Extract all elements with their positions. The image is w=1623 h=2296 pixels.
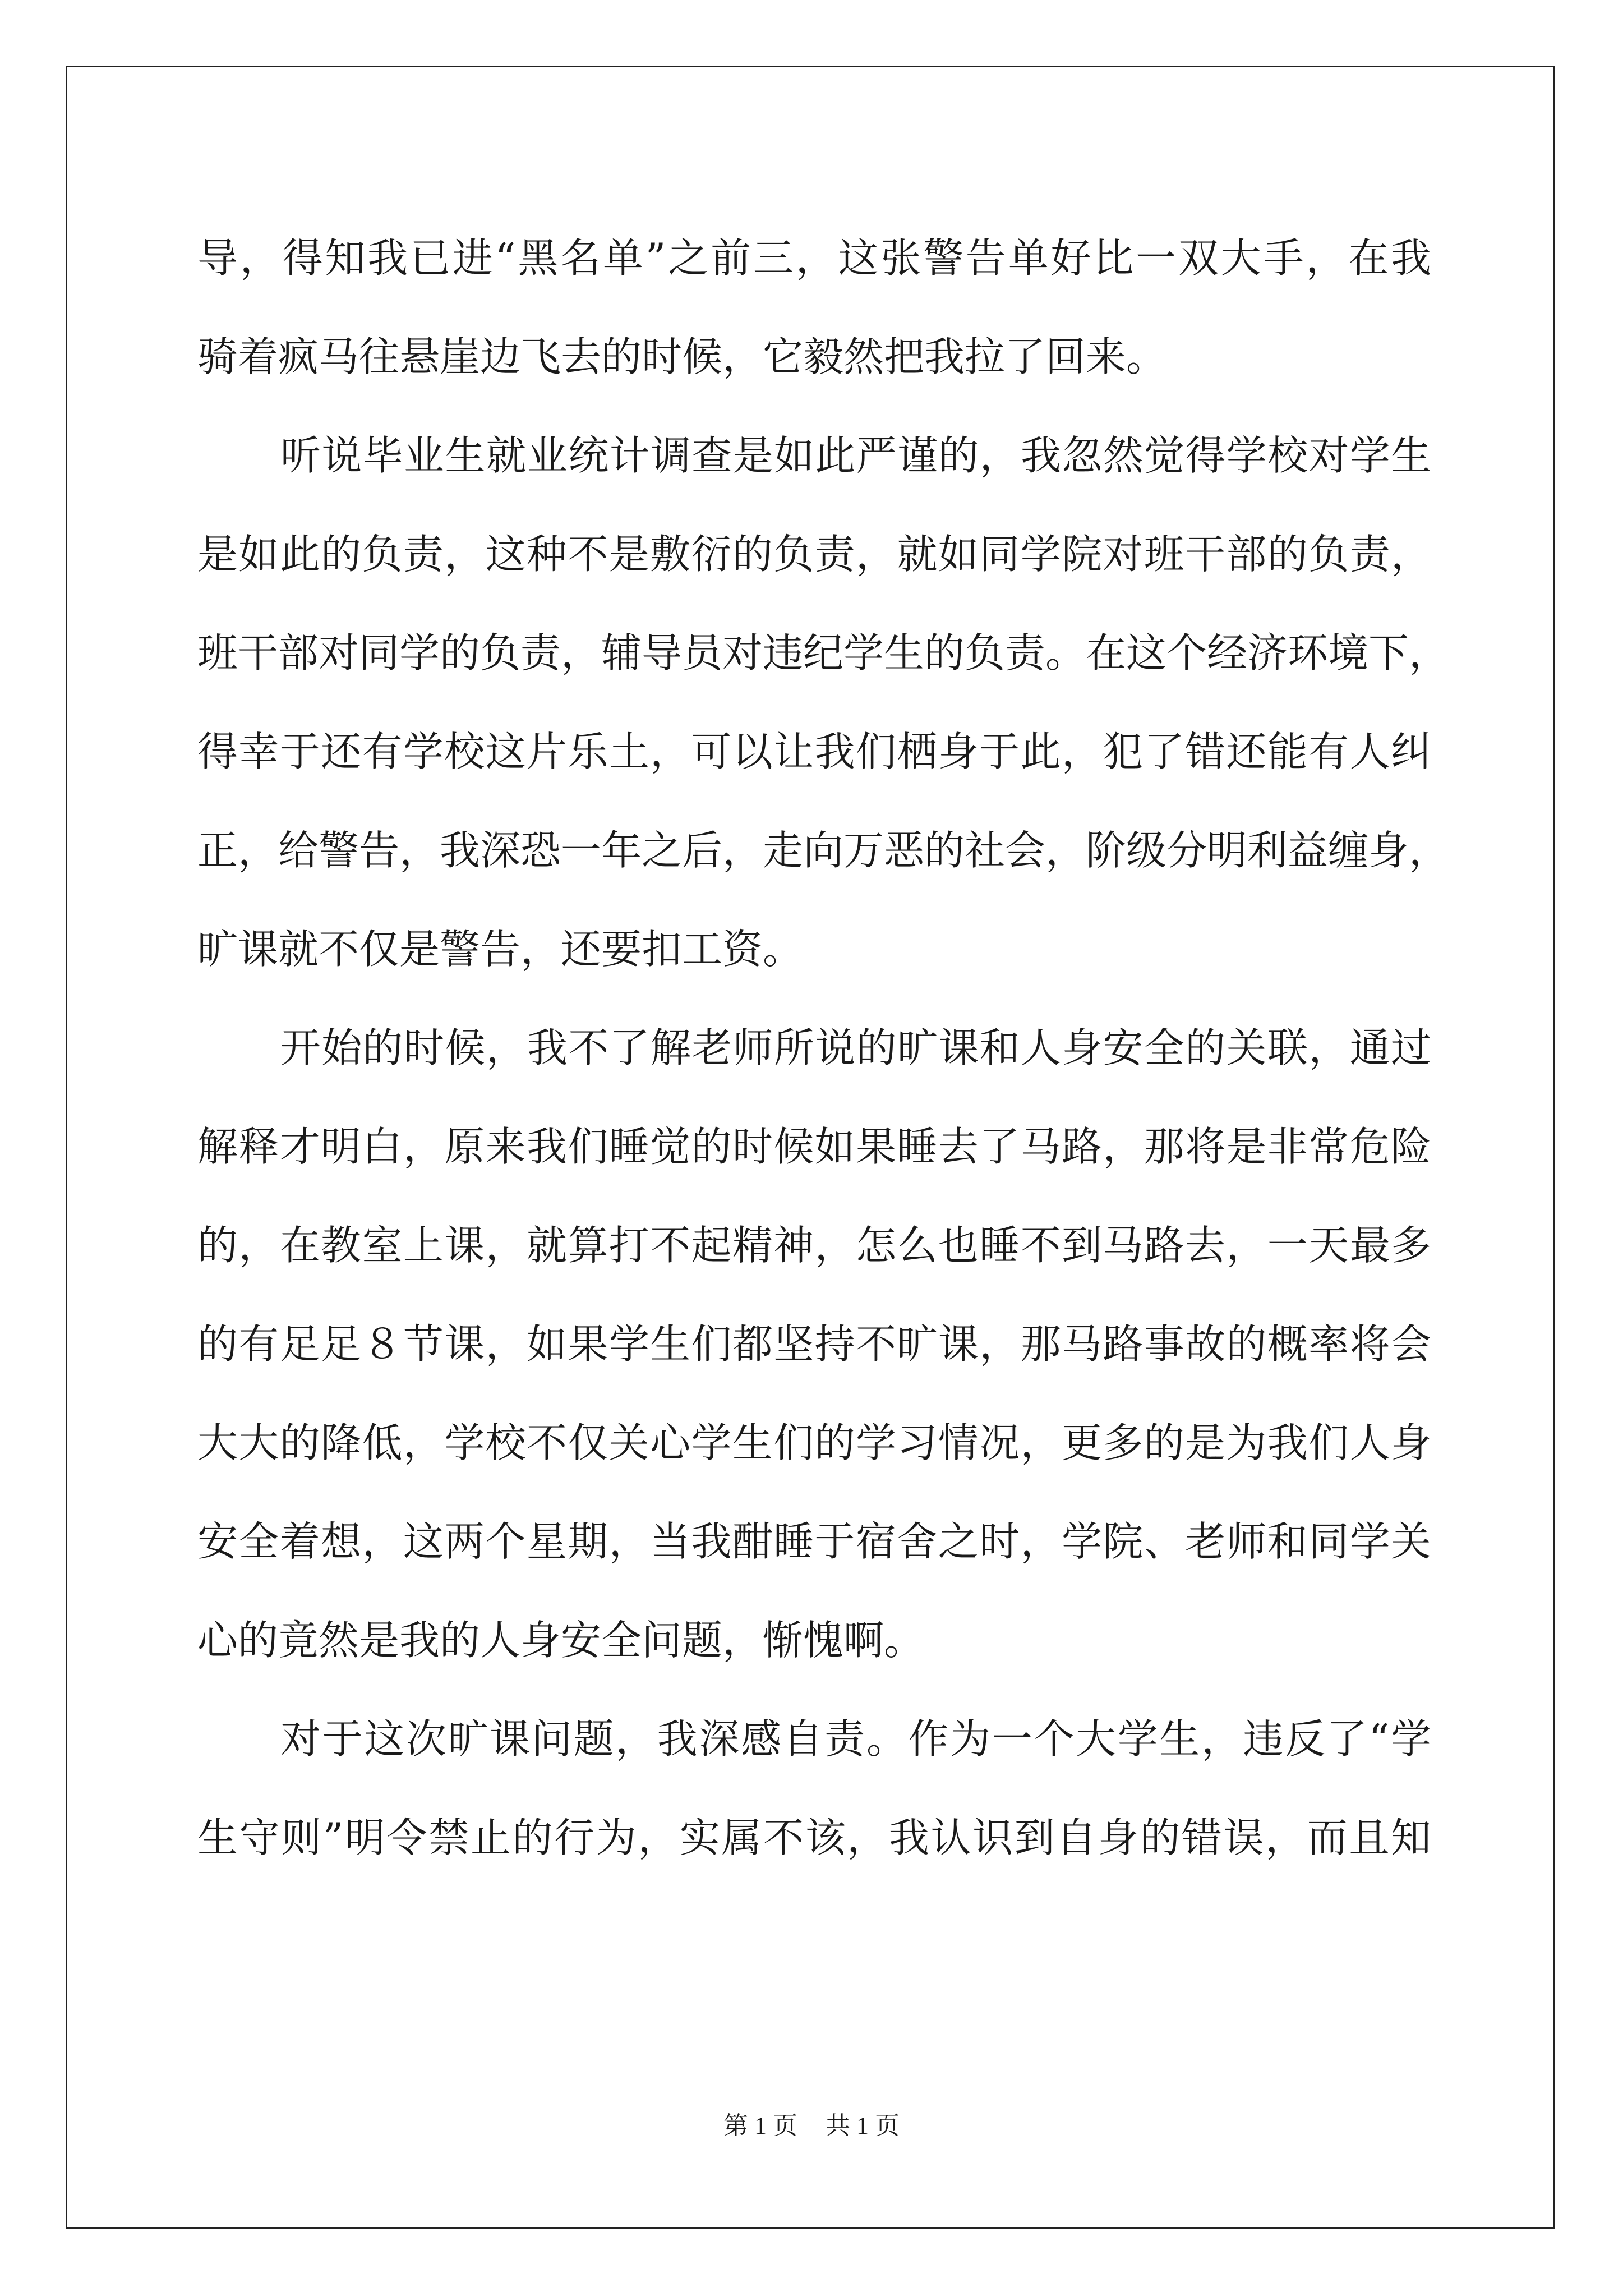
page-total: 共 1 页 [826, 2112, 900, 2139]
text-line: 正，给警告，我深恐一年之后，走向万恶的社会，阶级分明利益缠身， [197, 827, 1450, 874]
text-line: 是如此的负责，这种不是敷衍的负责，就如同学院对班干部的负责， [197, 531, 1431, 578]
text-line: 安全着想，这两个星期，当我酣睡于宿舍之时，学院、老师和同学关 [197, 1518, 1431, 1565]
text-line: 骑着疯马往悬崖边飞去的时候，它毅然把我拉了回来。 [197, 333, 1167, 380]
text-line: 对于这次旷课问题，我深感自责。作为一个大学生，违反了“学 [280, 1715, 1431, 1763]
page-footer [0, 2109, 1623, 2143]
document-body [197, 209, 1450, 1887]
text-line: 听说毕业生就业统计调查是如此严谨的，我忽然觉得学校对学生 [280, 432, 1431, 479]
page-number: 第 1 页 [723, 2112, 797, 2139]
text-line: 的有足足８节课，如果学生们都坚持不旷课，那马路事故的概率将会 [197, 1320, 1431, 1368]
text-line: 的，在教室上课，就算打不起精神，怎么也睡不到马路去，一天最多 [197, 1222, 1431, 1269]
text-line: 旷课就不仅是警告，还要扣工资。 [197, 926, 804, 973]
text-line: 解释才明白，原来我们睡觉的时候如果睡去了马路，那将是非常危险 [197, 1123, 1431, 1170]
text-line: 班干部对同学的负责，辅导员对违纪学生的负责。在这个经济环境下， [197, 629, 1450, 677]
text-line: 导，得知我已进“黑名单”之前三，这张警告单好比一双大手，在我 [197, 234, 1431, 282]
text-line: 生守则”明令禁止的行为，实属不该，我认识到自身的错误，而且知 [197, 1814, 1431, 1861]
text-line: 心的竟然是我的人身安全问题，惭愧啊。 [197, 1617, 925, 1664]
text-line: 大大的降低，学校不仅关心学生们的学习情况，更多的是为我们人身 [197, 1419, 1431, 1466]
text-line: 开始的时候，我不了解老师所说的旷课和人身安全的关联，通过 [280, 1024, 1431, 1071]
text-line: 得幸于还有学校这片乐土，可以让我们栖身于此，犯了错还能有人纠 [197, 728, 1431, 775]
